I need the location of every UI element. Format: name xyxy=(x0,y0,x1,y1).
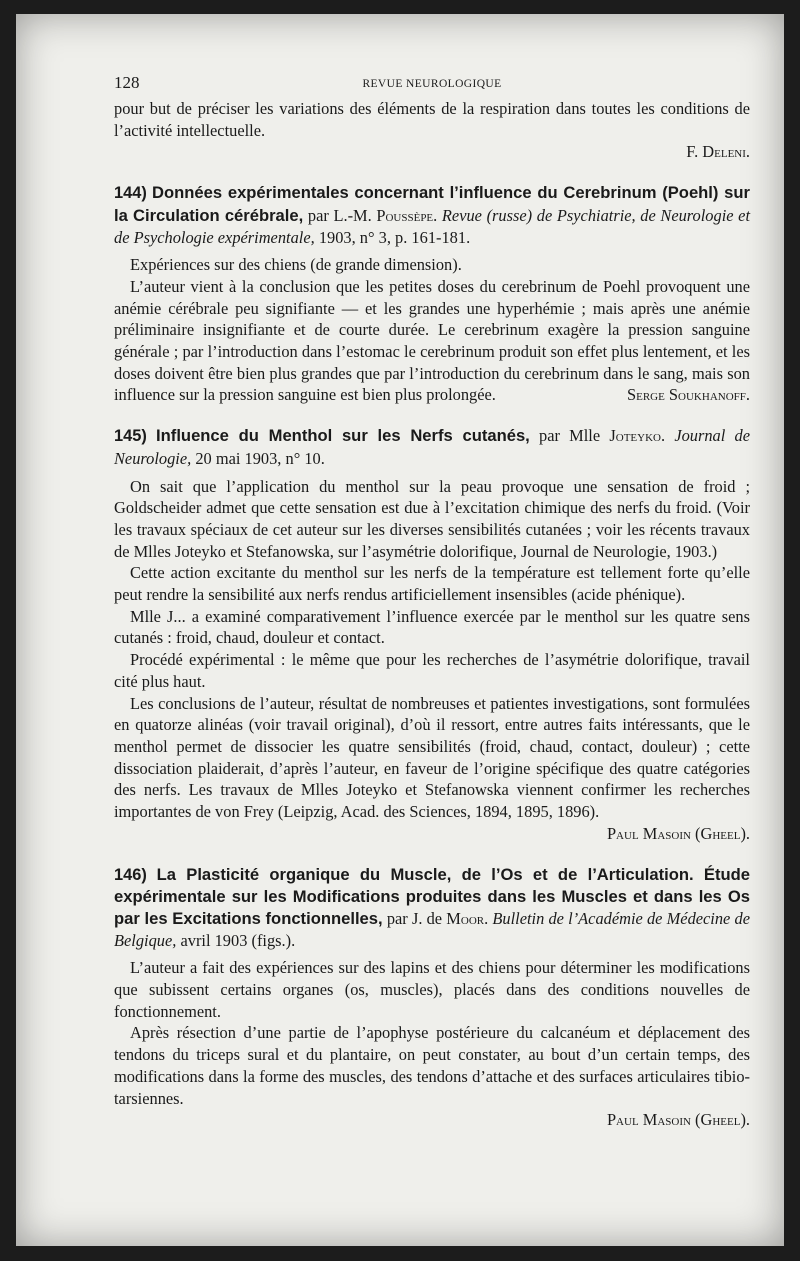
paragraph: Après résection d’une partie de l’apophyse postérieure du calcanéum et déplacement des tendons du triceps sural et du plantaire, on peut constater, au bout d’un certain temps, des modifications dans la forme des muscles, des tendons d’attache et des surfaces articulaires tibio-tarsiennes. xyxy=(114,1023,750,1108)
signature: Serge Soukhanoff. xyxy=(627,385,750,405)
signature: Paul Masoin (Gheel). xyxy=(606,823,750,843)
prev-entry-tail xyxy=(114,98,750,163)
entry-title: Données expérimentales concernant l’influence du Cerebrinum (Poehl) sur la Circulation cérébrale, xyxy=(114,183,750,225)
paragraph: L’auteur a fait des expériences sur des lapins et des chiens pour déterminer les modifications que subissent certains organes (os, muscles), placés dans des conditions nouvelles de fonctionnement. xyxy=(114,958,750,1021)
entry-body xyxy=(114,254,750,406)
abstract-entry-146 xyxy=(114,864,750,1131)
entry-reference: avril 1903 (figs.). xyxy=(180,930,296,950)
entry-title: Influence du Menthol sur les Nerfs cutanés, xyxy=(156,426,530,446)
entry-number: 146) xyxy=(114,865,147,884)
entry-journal: Bulletin de l’Académie de Médecine de Belgique, xyxy=(114,908,750,950)
entry-heading xyxy=(114,425,750,469)
entry-by: par L.-M. xyxy=(307,205,372,225)
page-number: 128 xyxy=(114,73,140,92)
entry-by: par J. de xyxy=(386,908,443,928)
signature: F. Deleni. xyxy=(686,142,750,162)
entry-journal: Journal de Neurologie, xyxy=(114,426,750,468)
paragraph: On sait que l’application du menthol sur la peau provoque une sensation de froid ; Goldscheider admet que cette sensation est due à l’excitation chimique des nerfs du froid. (Voir les travaux spéciaux de cet auteur sur les diverses sensibilités cutanées ; voir les récents travaux de Mlles Joteyko et Stefanowska, sur l’asymétrie dolorifique, Journal de Neurologie, 1903.) xyxy=(114,476,750,561)
entry-body xyxy=(114,957,750,1109)
entry-body xyxy=(114,476,750,823)
entry-number: 144) xyxy=(114,184,147,203)
paragraph: Mlle J... a examiné comparativement l’influence exercée par le menthol sur les quatre sens cutanés : froid, chaud, douleur et contact. xyxy=(114,606,750,648)
entry-author: Poussèpe. xyxy=(376,205,438,225)
signature: Paul Masoin (Gheel). xyxy=(606,1110,750,1130)
entry-author: Joteyko. xyxy=(609,426,666,446)
entry-reference: 1903, n° 3, p. 161-181. xyxy=(318,227,471,247)
entry-by: par Mlle xyxy=(539,426,601,446)
book-page xyxy=(16,14,784,1246)
page-header xyxy=(114,72,750,98)
entry-author: Moor. xyxy=(446,908,489,928)
entry-reference: 20 mai 1903, n° 10. xyxy=(195,448,325,468)
paragraph: Procédé expérimental : le même que pour les recherches de l’asymétrie dolorifique, travail cité plus haut. xyxy=(114,650,750,691)
entry-journal: Revue (russe) de Psychiatrie, de Neurologie et de Psychologie expérimentale, xyxy=(114,205,750,247)
running-head: REVUE NEUROLOGIQUE xyxy=(362,78,502,90)
entry-heading xyxy=(114,182,750,248)
entry-title: La Plasticité organique du Muscle, de l’Os et de l’Articulation. Étude expérimentale sur les Modifications produites dans les Muscles et dans les Os par les Excitations fonctionnelles, xyxy=(114,864,750,928)
abstract-entry-144 xyxy=(114,182,750,406)
paragraph: Cette action excitante du menthol sur les nerfs de la température est tellement forte qu’elle peut rendre la sensibilité aux nerfs rendus artificiellement insensibles (acide phénique). xyxy=(114,563,750,605)
page-content xyxy=(114,72,750,1131)
paragraph: Expériences sur des chiens (de grande dimension). xyxy=(130,255,462,275)
entry-heading xyxy=(114,864,750,952)
paragraph: L’auteur vient à la conclusion que les petites doses du cerebrinum de Poehl provoquent une anémie cérébrale peu signifiante — et les grandes une hyperhémie ; mais après une anémie préliminaire insignifiante et de courte durée. Le cerebrinum exagère la pression sanguine générale ; par l’introduction dans l’estomac le cerebrinum produit son effet plus lentement, et les doses doivent être bien plus grandes que par l’introduction du cerebrinum dans le sang, mais son influence sur la pression sanguine est bien plus prolongée. xyxy=(114,276,750,405)
paragraph: Les conclusions de l’auteur, résultat de nombreuses et patientes investigations, sont formulées en quatorze alinéas (voir travail original), d’où il ressort, entre autres faits intéressants, que le menthol permet de dissocier les quatre sensibilités (froid, chaud, contact, douleur) ; cette dissociation plaiderait, d’après l’auteur, en faveur de l’origine spécifique des quatre catégories des nerfs. Les travaux de Mlles Joteyko et Stefanowska viennent confirmer les recherches importantes de von Frey (Leipzig, Acad. des Sciences, 1894, 1895, 1896). xyxy=(114,693,750,822)
paragraph: pour but de préciser les variations des éléments de la respiration dans toutes les conditions de l’activité intellectuelle. xyxy=(114,99,750,140)
abstract-entry-145 xyxy=(114,425,750,844)
entry-number: 145) xyxy=(114,427,147,446)
